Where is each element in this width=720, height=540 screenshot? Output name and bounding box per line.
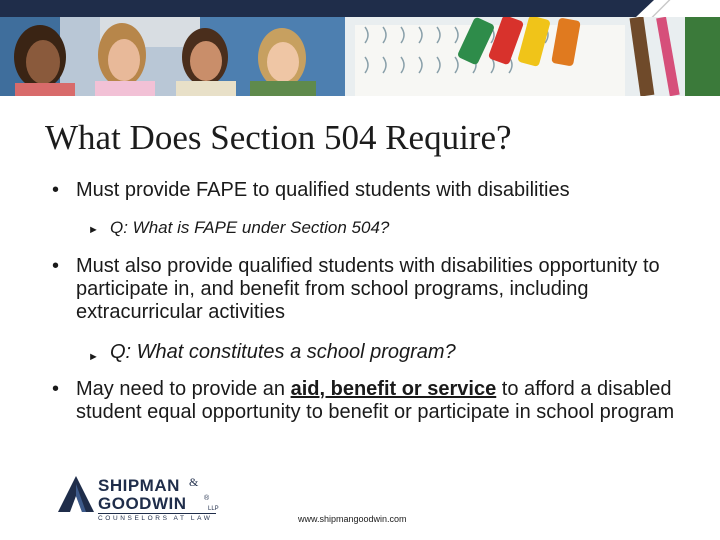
sub-bullet-text: Q: What constitutes a school program?	[110, 341, 456, 363]
logo-registered-mark: ®	[204, 495, 210, 502]
bullet-text-after: to afford a disabled student equal opportunity to benefit or participate in school program	[76, 378, 675, 423]
header-banner	[0, 17, 720, 96]
logo-divider	[98, 513, 216, 514]
sub-bullet-text: Q: What is FAPE under Section 504?	[110, 218, 390, 237]
sub-bullet-fape-question	[88, 218, 390, 238]
website-url: www.shipmangoodwin.com	[298, 514, 407, 524]
sub-bullet-arrow-icon: ►	[88, 351, 99, 363]
students-photo	[0, 17, 345, 96]
bullet-glyph: •	[52, 378, 60, 400]
bullet-text: Must also provide qualified students with disabilities opportunity to participate in, and benefit from school programs, including extracurricular activities	[76, 255, 660, 323]
top-bar-notch	[636, 0, 720, 17]
slide-title: What Does Section 504 Require?	[45, 118, 512, 157]
logo-llp: LLP	[208, 506, 219, 512]
sub-bullet-program-question	[88, 340, 456, 364]
sub-bullet-arrow-icon: ►	[88, 224, 99, 236]
bullet-text-before: May need to provide an	[76, 378, 291, 400]
bullet-glyph: •	[52, 179, 60, 201]
bullet-glyph: •	[52, 255, 60, 277]
shipman-goodwin-logo	[58, 472, 228, 524]
bullet-aid-benefit-service	[52, 378, 696, 424]
bullet-participate	[52, 255, 696, 324]
logo-tagline: COUNSELORS AT LAW	[98, 515, 213, 522]
top-bar	[0, 0, 720, 17]
bullet-text: Must provide FAPE to qualified students with disabilities	[76, 179, 570, 201]
logo-line2: GOODWIN	[98, 494, 187, 513]
school-supplies-photo	[345, 17, 720, 96]
bullet-text-emphasis: aid, benefit or service	[290, 378, 497, 400]
logo-mark-icon	[58, 476, 94, 512]
logo-ampersand: &	[189, 475, 199, 489]
bullet-fape	[52, 178, 706, 202]
logo-line1: SHIPMAN	[98, 476, 180, 495]
